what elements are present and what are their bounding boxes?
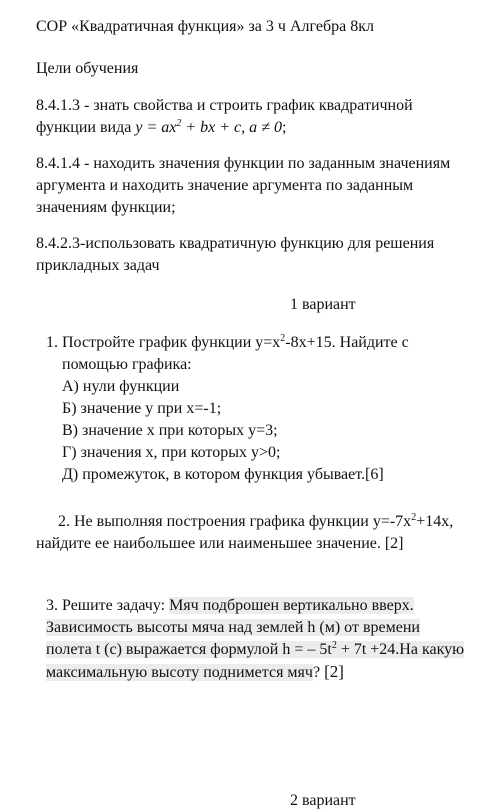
task-3: 3. Решите задачу: Мяч подброшен вертикально вверх. Зависимость высоты мяча над землей h (м) от времени полета t (с) выражается формулой h = – $5t^2 + 7t +24.На$ какую максимальную высоту поднимется мяч? [2] [46, 597, 465, 681]
task-3-score: [2] [324, 662, 344, 681]
goal-8-4-2-3: 8.4.2.3-использовать квадратичную функцию для решения прикладных задач [36, 235, 435, 274]
task-1-item-d: Г) значения х, при которых у>0; [62, 444, 281, 461]
document-title: СОР «Квадратичная функция» за 3 ч Алгебра 8кл [36, 18, 374, 35]
goal-8-4-1-3: 8.4.1.3 - знать свойства и строить график квадратичной функции вида $y = ax^2$ + bx + c, a ≠ 0; [36, 97, 413, 136]
formula-quadratic: $y = ax^2$ + bx + c, a ≠ 0 [135, 118, 282, 136]
goals-heading: Цели обучения [36, 60, 139, 77]
task-1-item-c: В) значение х при которых у=3; [62, 422, 278, 439]
task-3-highlighted-problem: Мяч подброшен вертикально вверх. Зависимость высоты мяча над землей h (м) от времени полета t (с) выражается формулой h = – $5t^2 + 7t +24.На$ какую максимальную высоту поднимется мяч [46, 597, 465, 681]
task-1-subitems [46, 376, 466, 486]
task-1 [46, 332, 466, 486]
variant-2-heading: 2 вариант [290, 792, 356, 809]
variant-1-heading: 1 вариант [290, 296, 356, 313]
task-1-statement: 1. Постройте график функции $у=х^2-8х+15$. Найдите с помощью графика: [46, 333, 409, 373]
goal-8-4-1-4: 8.4.1.4 - находить значения функции по заданным значениям аргумента и находить значение аргумента по заданным значениям функции; [36, 155, 451, 216]
task-1-item-a: А) нули функции [62, 378, 180, 395]
task-2: 2. Не выполняя построения графика функции $у=-7х^2+14х$, найдите ее наибольшее или наименьшее значение. [2] [36, 512, 454, 552]
task-1-item-b: Б) значение у при х=-1; [62, 400, 222, 417]
task-1-item-e: Д) промежуток, в котором функция убывает.[6] [62, 466, 384, 483]
